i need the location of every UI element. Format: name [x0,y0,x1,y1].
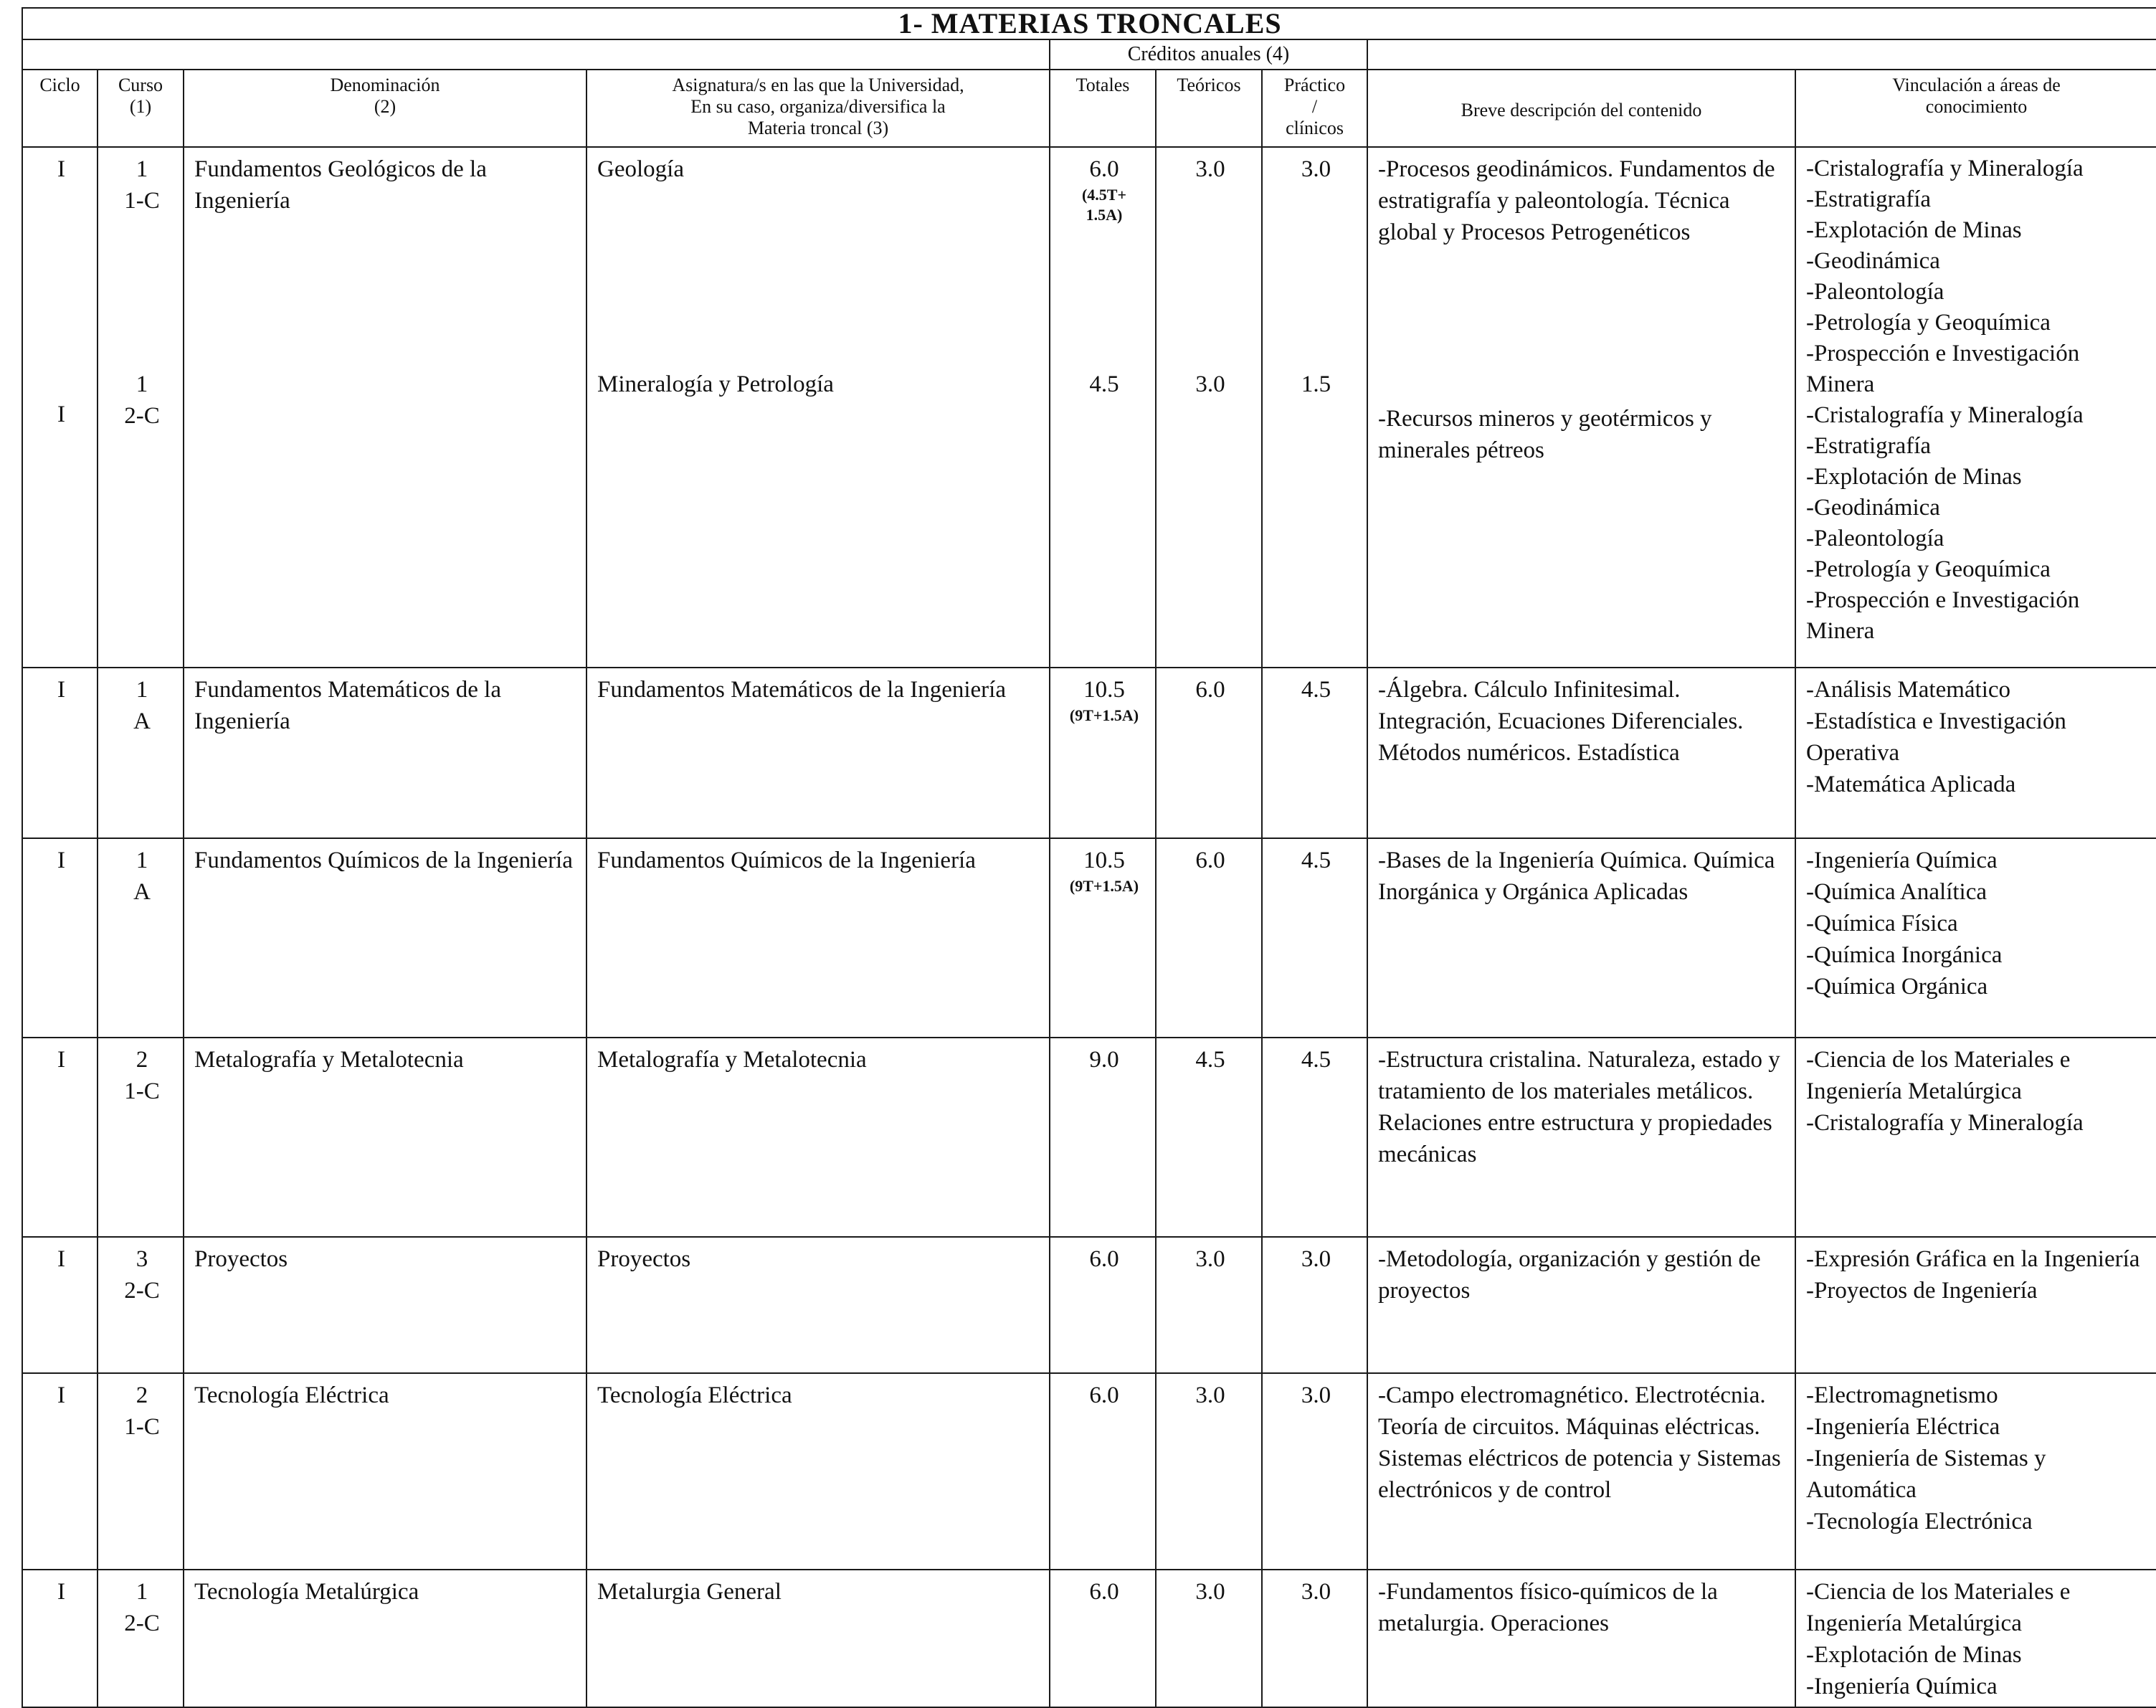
practicos-cell: 4.5 [1262,668,1367,838]
asignatura-cell: Metalurgia General [587,1570,1050,1707]
totales-cell: 6.0 [1050,1570,1156,1707]
curso-cell: 3 2-C [98,1237,184,1373]
table-row [22,1237,2156,1373]
asignatura-cell: Fundamentos Químicos de la Ingeniería [587,838,1050,1038]
ciclo-cell: I [22,1373,98,1570]
areas-cell: -Ciencia de los Materiales e Ingeniería Metalúrgica -Explotación de Minas -Ingeniería Química [1795,1570,2156,1707]
curso-cell: 2 1-C [98,1373,184,1570]
curso-cell: 1 A [98,838,184,1038]
col-header-vinculacion: Vinculación a áreas de conocimiento [1795,70,2156,147]
denominacion-cell: Tecnología Metalúrgica [184,1570,587,1707]
col-header-practico: Práctico / clínicos [1262,70,1367,147]
teoricos-cell: 3.0 [1156,1237,1262,1373]
col-header-teoricos: Teóricos [1156,70,1262,147]
areas-cell: -Ingeniería Química -Química Analítica -Química Física -Química Inorgánica -Química Orgánica [1795,838,2156,1038]
asignatura-cell: Proyectos [587,1237,1050,1373]
practicos-cell: 3.0 [1262,1373,1367,1570]
table-row [22,1570,2156,1707]
descripcion-cell: -Estructura cristalina. Naturaleza, estado y tratamiento de los materiales metálicos. Relaciones entre estructura y propiedades mecánicas [1367,1038,1795,1237]
totales-cell: 9.0 [1050,1038,1156,1237]
areas-cell: -Electromagnetismo -Ingeniería Eléctrica -Ingeniería de Sistemas y Automática -Tecnología Electrónica [1795,1373,2156,1570]
teoricos-cell: 6.0 [1156,668,1262,838]
curso-cell: 1 2-C [98,1570,184,1707]
areas-cell: -Ciencia de los Materiales e Ingeniería Metalúrgica -Cristalografía y Mineralogía [1795,1038,2156,1237]
ciclo-cell: I I [22,147,98,668]
table-row [22,147,2156,668]
teoricos-cell: 3.0 3.0 [1156,147,1262,668]
teoricos-cell: 6.0 [1156,838,1262,1038]
materias-troncales-table [22,7,2156,1708]
ciclo-cell: I [22,668,98,838]
denominacion-cell: Tecnología Eléctrica [184,1373,587,1570]
ciclo-cell: I [22,1570,98,1707]
areas-cell: -Análisis Matemático -Estadística e Investigación Operativa -Matemática Aplicada [1795,668,2156,838]
curso-cell: 1 1-C 1 2-C [98,147,184,668]
totales-cell: 6.0 [1050,1237,1156,1373]
ciclo-cell: I [22,1038,98,1237]
totales-cell: 10.5 (9T+1.5A) [1050,668,1156,838]
practicos-cell: 4.5 [1262,1038,1367,1237]
table-row [22,668,2156,838]
denominacion-cell: Fundamentos Geológicos de la Ingeniería [184,147,587,668]
practicos-cell: 3.0 [1262,1570,1367,1707]
areas-cell: -Cristalografía y Mineralogía -Estratigrafía -Explotación de Minas -Geodinámica -Paleontología -Petrología y Geoquímica -Prospección e Investigación Minera -Cristalografía y Mineralogía -Estratigrafía -Explotación de Minas -Geodinámica -Paleontología -Petrología y Geoquímica -Prospección e Investigación Minera [1795,147,2156,668]
col-header-curso: Curso (1) [98,70,184,147]
descripcion-cell: -Bases de la Ingeniería Química. Química Inorgánica y Orgánica Aplicadas [1367,838,1795,1038]
practicos-cell: 3.0 1.5 [1262,147,1367,668]
teoricos-cell: 3.0 [1156,1570,1262,1707]
table-row [22,838,2156,1038]
totales-cell: 6.0 [1050,1373,1156,1570]
col-header-asignatura: Asignatura/s en las que la Universidad, En su caso, organiza/diversifica la Materia troncal (3) [587,70,1050,147]
descripcion-cell: -Fundamentos físico-químicos de la metalurgia. Operaciones [1367,1570,1795,1707]
practicos-cell: 4.5 [1262,838,1367,1038]
practicos-cell: 3.0 [1262,1237,1367,1373]
descripcion-cell: -Metodología, organización y gestión de proyectos [1367,1237,1795,1373]
ciclo-cell: I [22,838,98,1038]
denominacion-cell: Fundamentos Químicos de la Ingeniería [184,838,587,1038]
document-page [22,7,2156,1699]
asignatura-cell: Geología Mineralogía y Petrología [587,147,1050,668]
table-title: 1- MATERIAS TRONCALES [22,8,2156,39]
descripcion-cell: -Campo electromagnético. Electrotécnia. Teoría de circuitos. Máquinas eléctricas. Sistemas eléctricos de potencia y Sistemas electrónicos y de control [1367,1373,1795,1570]
table-row [22,1373,2156,1570]
descripcion-cell: -Procesos geodinámicos. Fundamentos de estratigrafía y paleontología. Técnica global y Procesos Petrogenéticos -Recursos mineros y geotérmicos y minerales pétreos [1367,147,1795,668]
denominacion-cell: Proyectos [184,1237,587,1373]
asignatura-cell: Tecnología Eléctrica [587,1373,1050,1570]
totales-cell: 6.0 (4.5T+ 1.5A) 4.5 [1050,147,1156,668]
col-header-descripcion: Breve descripción del contenido [1367,70,1795,147]
creditos-header: Créditos anuales (4) [1050,39,1367,70]
ciclo-cell: I [22,1237,98,1373]
teoricos-cell: 3.0 [1156,1373,1262,1570]
asignatura-cell: Metalografía y Metalotecnia [587,1038,1050,1237]
totales-cell: 10.5 (9T+1.5A) [1050,838,1156,1038]
descripcion-cell: -Álgebra. Cálculo Infinitesimal. Integración, Ecuaciones Diferenciales. Métodos numéricos. Estadística [1367,668,1795,838]
areas-cell: -Expresión Gráfica en la Ingeniería -Proyectos de Ingeniería [1795,1237,2156,1373]
table-row [22,1038,2156,1237]
curso-cell: 2 1-C [98,1038,184,1237]
col-header-denominacion: Denominación (2) [184,70,587,147]
teoricos-cell: 4.5 [1156,1038,1262,1237]
asignatura-cell: Fundamentos Matemáticos de la Ingeniería [587,668,1050,838]
col-header-ciclo: Ciclo [22,70,98,147]
col-header-totales: Totales [1050,70,1156,147]
denominacion-cell: Metalografía y Metalotecnia [184,1038,587,1237]
denominacion-cell: Fundamentos Matemáticos de la Ingeniería [184,668,587,838]
curso-cell: 1 A [98,668,184,838]
